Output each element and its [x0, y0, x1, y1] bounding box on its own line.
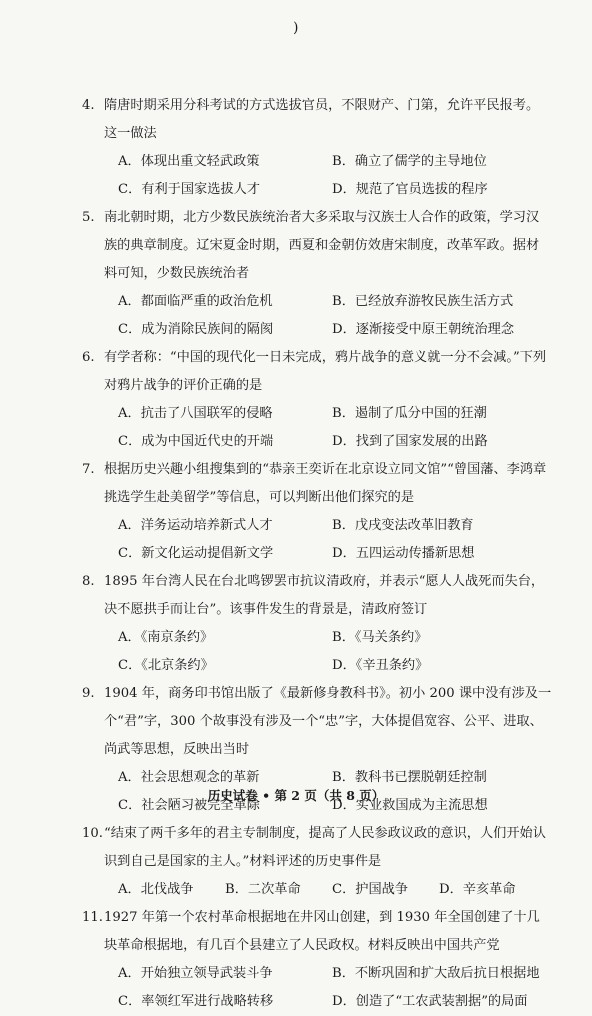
- option-c: C．成为消除民族间的隔阂: [118, 322, 274, 337]
- question-number: 7.: [82, 462, 95, 477]
- option-c: C．《北京条约》: [118, 658, 214, 673]
- option-d: D．找到了国家发展的出路: [332, 434, 488, 449]
- option-c: C．成为中国近代史的开端: [118, 434, 274, 449]
- option-a: A．抗击了八国联军的侵略: [118, 406, 273, 421]
- option-c: C．社会陋习被完全革除: [118, 798, 260, 813]
- option-b: B．确立了儒学的主导地位: [332, 154, 487, 169]
- option-d: D．规范了官员选拔的程序: [332, 182, 488, 197]
- question-stem: [82, 820, 552, 876]
- question-stem: [82, 204, 552, 288]
- question-stem: [82, 92, 552, 148]
- option-b: B．《马关条约》: [332, 630, 428, 645]
- question-stem: [82, 456, 552, 512]
- option-c: C．率领红军进行战略转移: [118, 994, 274, 1009]
- question-text: “结束了两千多年的君主专制制度，提高了人民参政议政的意识，人们开始认识到自己是国家的主人。”材料评述的历史事件是: [104, 826, 546, 869]
- option-a: A．洋务运动培养新式人才: [118, 518, 273, 533]
- question-number: 4.: [82, 98, 95, 113]
- option-group: [82, 876, 552, 904]
- question-4: [82, 92, 552, 204]
- option-group: [82, 960, 552, 1016]
- option-d: D．创造了“工农武装割据”的局面: [332, 994, 528, 1009]
- page-top-mark: ): [293, 20, 299, 36]
- option-a: A．《南京条约》: [118, 630, 214, 645]
- question-number: 8.: [82, 574, 95, 589]
- option-c: C．新文化运动提倡新文学: [118, 546, 274, 561]
- option-a: A．社会思想观念的革新: [118, 770, 260, 785]
- option-group: [82, 148, 552, 204]
- option-d: D．逐渐接受中原王朝统治理念: [332, 322, 515, 337]
- option-group: [82, 288, 552, 344]
- option-b: B．二次革命: [225, 882, 301, 897]
- option-group: [82, 400, 552, 456]
- question-11: [82, 904, 552, 1016]
- question-text: 南北朝时期，北方少数民族统治者大多采取与汉族士人合作的政策，学习汉族的典章制度。辽宋夏金时期，西夏和金朝仿效唐宋制度，改革军政。据材料可知，少数民族统治者: [104, 210, 540, 281]
- question-stem: [82, 568, 552, 624]
- question-text: 1895 年台湾人民在台北鸣锣罢市抗议清政府，并表示“愿人人战死而失台，决不愿拱手而让台”。该事件发生的背景是，清政府签订: [104, 574, 545, 617]
- question-8: [82, 568, 552, 680]
- question-number: 5.: [82, 210, 95, 225]
- question-number: 10.: [82, 826, 103, 841]
- option-b: B．戊戌变法改革旧教育: [332, 518, 474, 533]
- question-7: [82, 456, 552, 568]
- question-number: 11.: [82, 910, 103, 925]
- option-d: D．《辛丑条约》: [332, 658, 429, 673]
- question-number: 6.: [82, 350, 95, 365]
- question-number: 9.: [82, 686, 95, 701]
- question-stem: [82, 344, 552, 400]
- option-a: A．开始独立领导武装斗争: [118, 966, 273, 981]
- option-a: A．北伐战争: [118, 882, 194, 897]
- option-group: [82, 624, 552, 680]
- option-b: B．教科书已摆脱朝廷控制: [332, 770, 487, 785]
- option-a: A．都面临严重的政治危机: [118, 294, 273, 309]
- option-group: [82, 512, 552, 568]
- question-text: 有学者称：“中国的现代化一日未完成，鸦片战争的意义就一分不会减。”下列对鸦片战争的评价正确的是: [104, 350, 547, 393]
- option-d: D．五四运动传播新思想: [332, 546, 475, 561]
- question-text: 隋唐时期采用分科考试的方式选拔官员，不限财产、门第，允许平民报考。这一做法: [104, 98, 540, 141]
- question-5: [82, 204, 552, 344]
- option-b: B．已经放弃游牧民族生活方式: [332, 294, 514, 309]
- question-6: [82, 344, 552, 456]
- question-list: [82, 92, 552, 1016]
- option-d: D．辛亥革命: [439, 882, 516, 897]
- question-text: 1904 年，商务印书馆出版了《最新修身教科书》。初小 200 课中没有涉及一个“君”字，300 个故事没有涉及一个“忠”字，大体提倡宽容、公平、进取、尚武等思想，反映出当时: [104, 686, 552, 757]
- option-c: C．有利于国家选拔人才: [118, 182, 260, 197]
- question-stem: [82, 680, 552, 764]
- question-text: 1927 年第一个农村革命根据地在井冈山创建，到 1930 年全国创建了十几块革命根据地，有几百个县建立了人民政权。材料反映出中国共产党: [104, 910, 540, 953]
- option-b: B．不断巩固和扩大敌后抗日根据地: [332, 966, 540, 981]
- option-a: A．体现出重文轻武政策: [118, 154, 260, 169]
- option-d: D．实业救国成为主流思想: [332, 798, 488, 813]
- option-c: C．护国战争: [332, 882, 409, 897]
- page-footer: 历史试卷 • 第 2 页（共 8 页）: [207, 788, 385, 803]
- option-b: B．遏制了瓜分中国的狂潮: [332, 406, 487, 421]
- question-text: 根据历史兴趣小组搜集到的“恭亲王奕䜣在北京设立同文馆”“曾国藩、李鸿章挑选学生赴美留学”等信息，可以判断出他们探究的是: [104, 462, 547, 505]
- question-stem: [82, 904, 552, 960]
- question-10: [82, 820, 552, 904]
